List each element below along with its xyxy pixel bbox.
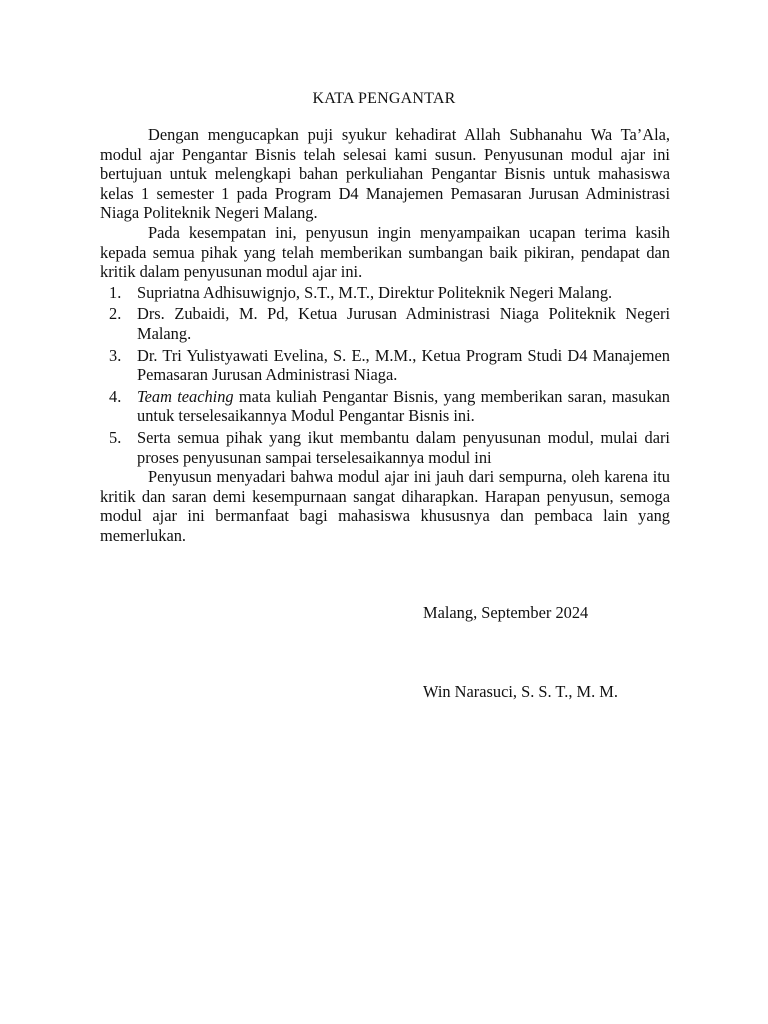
- list-item: [100, 387, 670, 426]
- list-item: [100, 346, 670, 385]
- list-number: 5.: [109, 427, 122, 447]
- list-text: Dr. Tri Yulistyawati Evelina, S. E., M.M., Ketua Program Studi D4 Manajemen Pemasaran Jurusan Administrasi Niaga.: [137, 345, 670, 385]
- intro-paragraph: Dengan mengucapkan puji syukur kehadirat Allah Subhanahu Wa Ta’Ala, modul ajar Pengantar Bisnis telah selesai kami susun. Penyusunan modul ajar ini bertujuan untuk melengkapi bahan perkuliahan Pengantar Bisnis untuk mahasiswa kelas 1 semester 1 pada Program D4 Manajemen Pemasaran Jurusan Administrasi Niaga Politeknik Negeri Malang.: [100, 125, 670, 223]
- list-text: mata kuliah Pengantar Bisnis, yang memberikan saran, masukan untuk terselesaikannya Modul Pengantar Bisnis ini.: [137, 386, 670, 426]
- list-item: [100, 428, 670, 467]
- list-text: Serta semua pihak yang ikut membantu dalam penyusunan modul, mulai dari proses penyusunan sampai terselesaikannya modul ini: [137, 427, 670, 467]
- list-italic-lead: Team teaching: [137, 386, 234, 406]
- list-text: Drs. Zubaidi, M. Pd, Ketua Jurusan Administrasi Niaga Politeknik Negeri Malang.: [137, 304, 670, 343]
- place-date: Malang, September 2024: [423, 603, 589, 622]
- list-item: [100, 283, 670, 303]
- list-number: 4.: [109, 386, 122, 406]
- list-number: 1.: [109, 282, 122, 302]
- signer-name: Win Narasuci, S. S. T., M. M.: [423, 682, 618, 701]
- list-number: 2.: [109, 304, 122, 324]
- closing-paragraph: Penyusun menyadari bahwa modul ajar ini jauh dari sempurna, oleh karena itu kritik dan saran demi kesempurnaan sangat diharapkan. Harapan penyusun, semoga modul ajar ini bermanfaat bagi mahasiswa khususnya dan pembaca lain yang memerlukan.: [100, 467, 670, 545]
- acknowledgement-list: [100, 283, 670, 467]
- list-text: Supriatna Adhisuwignjo, S.T., M.T., Direktur Politeknik Negeri Malang.: [137, 282, 613, 302]
- list-number: 3.: [109, 345, 122, 365]
- page-title: KATA PENGANTAR: [312, 90, 456, 107]
- list-item: [100, 304, 670, 343]
- thanks-paragraph: Pada kesempatan ini, penyusun ingin menyampaikan ucapan terima kasih kepada semua pihak yang telah memberikan sumbangan baik pikiran, pendapat dan kritik dalam penyusunan modul ajar ini.: [100, 222, 670, 282]
- document-body: [100, 125, 670, 545]
